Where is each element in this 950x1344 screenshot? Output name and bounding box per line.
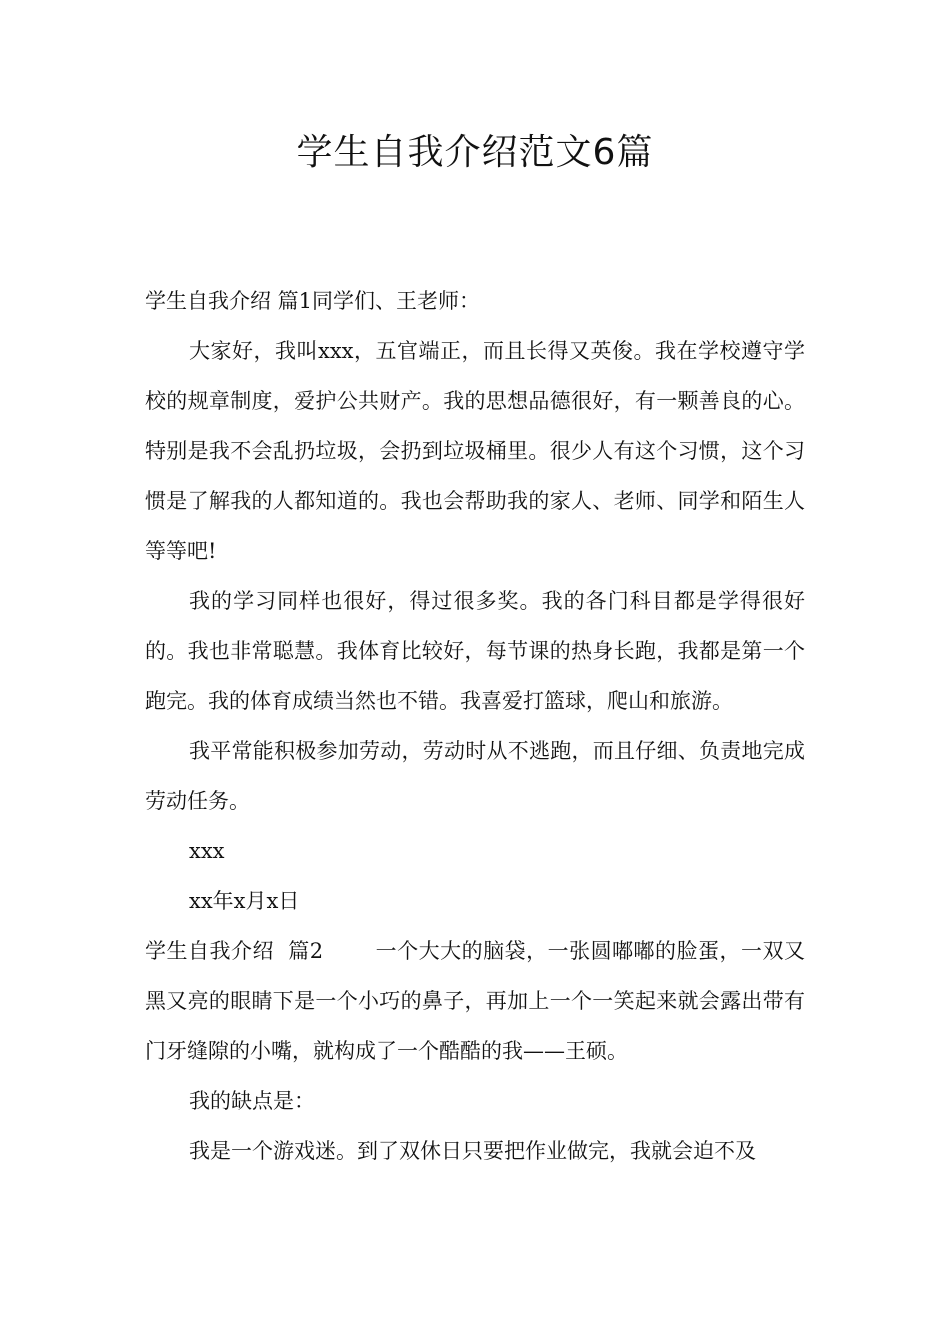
section2-intro: 一个大大的脑袋，一张圆嘟嘟的脸蛋，一双又黑又亮的眼睛下是一个小巧的鼻子，再加上一个一笑起来就会露出带有门牙缝隙的小嘴，就构成了一个酷酷的我——王硕。 bbox=[145, 939, 806, 1063]
section1-paragraph-2: 我的学习同样也很好，得过很多奖。我的各门科目都是学得很好的。我也非常聪慧。我体育比较好，每节课的热身长跑，我都是第一个跑完。我的体育成绩当然也不错。我喜爱打篮球，爬山和旅游。 bbox=[145, 589, 805, 713]
document-body bbox=[145, 276, 805, 1176]
section1-signature: xxx bbox=[189, 839, 225, 863]
document-title: 学生自我介绍范文6篇 bbox=[296, 132, 654, 173]
section2-intro-paragraph bbox=[145, 926, 805, 1076]
section2-paragraph-2: 我是一个游戏迷。到了双休日只要把作业做完，我就会迫不及 bbox=[189, 1139, 756, 1163]
section2-heading: 学生自我介绍 篇2 bbox=[145, 939, 324, 963]
section1-heading: 学生自我介绍 篇1同学们、王老师： bbox=[145, 289, 481, 313]
section2-paragraph-1: 我的缺点是： bbox=[189, 1089, 315, 1113]
section1-date: xx年x月x日 bbox=[189, 889, 300, 913]
section1-paragraph-1: 大家好，我叫xxx，五官端正，而且长得又英俊。我在学校遵守学校的规章制度，爱护公共财产。我的思想品德很好，有一颗善良的心。特别是我不会乱扔垃圾，会扔到垃圾桶里。很少人有这个习惯，这个习惯是了解我的人都知道的。我也会帮助我的家人、老师、同学和陌生人等等吧! bbox=[145, 339, 805, 563]
section1-paragraph-3: 我平常能积极参加劳动，劳动时从不逃跑，而且仔细、负责地完成劳动任务。 bbox=[145, 739, 805, 813]
